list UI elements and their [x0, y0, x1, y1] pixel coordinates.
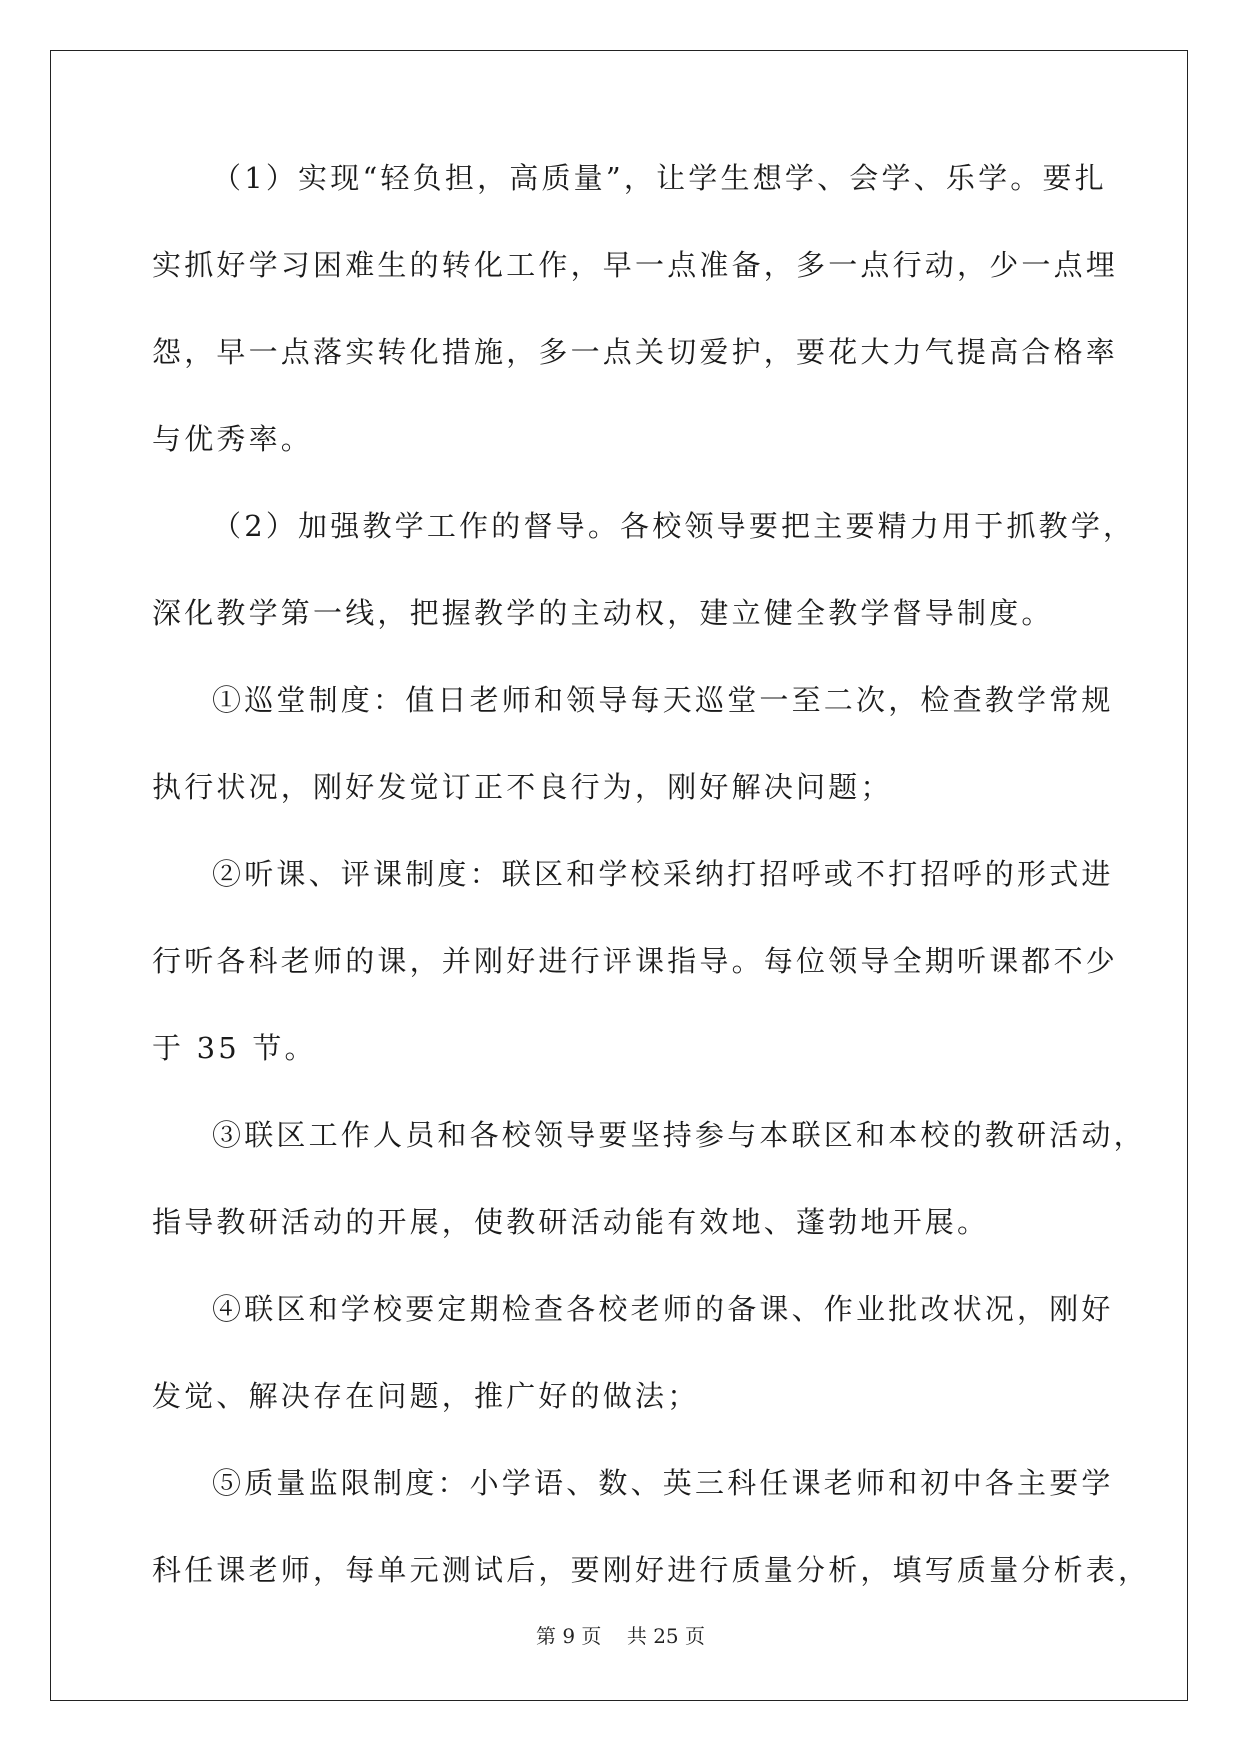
- text-line: 发觉、解决存在问题，推广好的做法；: [152, 1379, 700, 1413]
- text-line: （1）实现“轻负担，高质量”，让学生想学、会学、乐学。要扎: [212, 161, 1107, 195]
- document-body: [152, 158, 1151, 1637]
- text-line: 执行状况，刚好发觉订正不良行为，刚好解决问题；: [152, 770, 893, 804]
- text-line: 于 35 节。: [152, 1031, 317, 1065]
- text-line: 实抓好学习困难生的转化工作，早一点准备，多一点行动，少一点埋: [152, 248, 1119, 282]
- text-line: 科任课老师，每单元测试后，要刚好进行质量分析，填写质量分析表，: [152, 1553, 1151, 1587]
- text-line: （2）加强教学工作的督导。各校领导要把主要精力用于抓教学，: [212, 509, 1136, 543]
- text-line: ④联区和学校要定期检查各校老师的备课、作业批改状况，刚好: [212, 1292, 1114, 1326]
- text-line: 行听各科老师的课，并刚好进行评课指导。每位领导全期听课都不少: [152, 944, 1119, 978]
- text-line: 怨，早一点落实转化措施，多一点关切爱护，要花大力气提高合格率: [152, 335, 1119, 369]
- text-line: ⑤质量监限制度：小学语、数、英三科任课老师和初中各主要学: [212, 1466, 1114, 1500]
- text-line: ③联区工作人员和各校领导要坚持参与本联区和本校的教研活动，: [212, 1118, 1146, 1152]
- text-line: ①巡堂制度：值日老师和领导每天巡堂一至二次，检查教学常规: [212, 683, 1114, 717]
- text-line: 深化教学第一线，把握教学的主动权，建立健全教学督导制度。: [152, 596, 1054, 630]
- text-line: 指导教研活动的开展，使教研活动能有效地、蓬勃地开展。: [152, 1205, 990, 1239]
- text-line: ②听课、评课制度：联区和学校采纳打招呼或不打招呼的形式进: [212, 857, 1114, 891]
- text-line: 与优秀率。: [152, 422, 314, 456]
- page-number-footer: 第 9 页 共 25 页: [535, 1624, 706, 1648]
